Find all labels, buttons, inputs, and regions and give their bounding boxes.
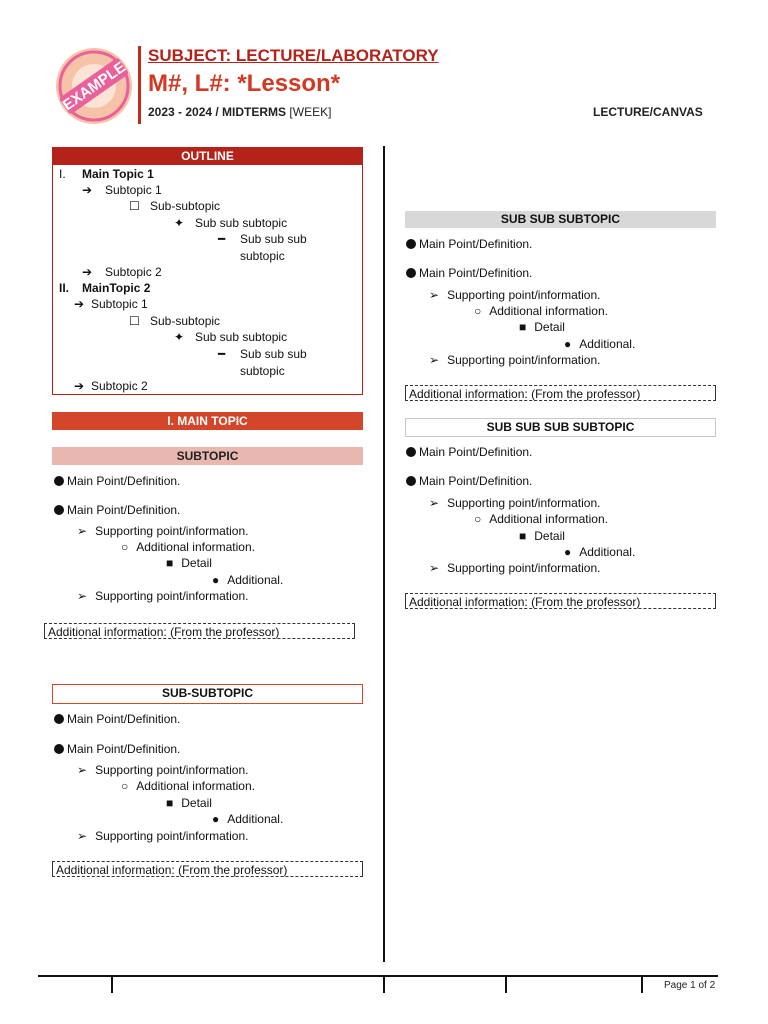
outline-marker: ➔ bbox=[74, 379, 85, 393]
venue-label: LECTURE/CANVAS bbox=[593, 105, 703, 119]
outline-marker: ➔ bbox=[74, 297, 85, 311]
sub-sub-subtopic-heading: SUB SUB SUBTOPIC bbox=[405, 211, 716, 228]
circle-icon: ○ bbox=[121, 540, 129, 554]
main-point: Main Point/Definition. bbox=[406, 445, 532, 459]
stamp-text: EXAMPLE bbox=[59, 58, 129, 115]
dot-icon: ● bbox=[564, 545, 572, 559]
square-icon: ■ bbox=[519, 529, 527, 543]
year-text: 2023 - 2024 / MIDTERMS bbox=[148, 105, 287, 119]
main-point: Main Point/Definition. bbox=[54, 712, 180, 726]
footer-divider bbox=[641, 975, 643, 993]
additional-item: ● Additional. bbox=[564, 337, 636, 351]
main-point: Main Point/Definition. bbox=[406, 266, 532, 280]
dot-icon: ● bbox=[212, 573, 220, 587]
footer-rule bbox=[38, 975, 718, 977]
bullet-icon bbox=[54, 714, 64, 724]
supporting-point: ➢ Supporting point/information. bbox=[77, 589, 249, 603]
outline-marker: ━ bbox=[218, 347, 226, 361]
bullet-icon bbox=[54, 744, 64, 754]
column-divider bbox=[383, 146, 385, 962]
outline-marker: ☐ bbox=[129, 199, 140, 213]
additional-info: ○ Additional information. bbox=[121, 779, 255, 793]
additional-item: ● Additional. bbox=[212, 812, 284, 826]
professor-note: Additional information: (From the professor) bbox=[405, 385, 716, 401]
sub-sub-sub-subtopic-heading: SUB SUB SUB SUBTOPIC bbox=[405, 418, 716, 437]
square-icon: ■ bbox=[519, 320, 527, 334]
main-point: Main Point/Definition. bbox=[54, 742, 180, 756]
subject-title: SUBJECT: LECTURE/LABORATORY bbox=[148, 46, 439, 65]
main-point: Main Point/Definition. bbox=[54, 474, 180, 488]
supporting-point: ➢ Supporting point/information. bbox=[77, 763, 249, 777]
supporting-point: ➢ Supporting point/information. bbox=[429, 561, 601, 575]
supporting-point: ➢ Supporting point/information. bbox=[429, 496, 601, 510]
detail-item: ■ Detail bbox=[166, 796, 212, 810]
example-stamp-logo bbox=[54, 46, 134, 126]
square-icon: ■ bbox=[166, 796, 174, 810]
outline-marker: ➔ bbox=[82, 183, 93, 197]
outline-item: Subtopic 1 bbox=[91, 297, 148, 311]
main-point: Main Point/Definition. bbox=[54, 503, 180, 517]
additional-info: ○ Additional information. bbox=[474, 304, 608, 318]
supporting-point: ➢ Supporting point/information. bbox=[77, 524, 249, 538]
bullet-icon bbox=[54, 505, 64, 515]
additional-item: ● Additional. bbox=[212, 573, 284, 587]
additional-info: ○ Additional information. bbox=[121, 540, 255, 554]
additional-item: ● Additional. bbox=[564, 545, 636, 559]
supporting-point: ➢ Supporting point/information. bbox=[77, 829, 249, 843]
outline-item: subtopic bbox=[240, 364, 285, 378]
week-text: [WEEK] bbox=[289, 105, 332, 119]
arrowhead-icon: ➢ bbox=[429, 288, 440, 302]
footer-divider bbox=[383, 975, 385, 993]
lesson-title: M#, L#: *Lesson* bbox=[148, 70, 341, 97]
outline-marker: I. bbox=[59, 167, 66, 181]
outline-item: Subtopic 1 bbox=[105, 183, 162, 197]
bullet-icon bbox=[406, 239, 416, 249]
outline-item: subtopic bbox=[240, 249, 285, 263]
bullet-icon bbox=[406, 476, 416, 486]
arrowhead-icon: ➢ bbox=[77, 763, 88, 777]
outline-marker: ━ bbox=[218, 232, 226, 246]
outline-marker: ✦ bbox=[174, 216, 185, 230]
professor-note: Additional information: (From the professor) bbox=[44, 623, 355, 639]
outline-item: Sub sub sub bbox=[240, 347, 307, 361]
footer-divider bbox=[505, 975, 507, 993]
school-year bbox=[148, 105, 331, 119]
subtopic-heading: SUBTOPIC bbox=[52, 447, 363, 465]
bullet-icon bbox=[406, 447, 416, 457]
circle-icon: ○ bbox=[121, 779, 129, 793]
outline-marker: ➔ bbox=[82, 265, 93, 279]
outline-marker: ✦ bbox=[174, 330, 185, 344]
header-divider bbox=[138, 46, 141, 124]
outline-item: Sub-subtopic bbox=[150, 314, 221, 328]
sub-subtopic-heading: SUB-SUBTOPIC bbox=[52, 684, 363, 704]
circle-icon: ○ bbox=[474, 304, 482, 318]
main-point: Main Point/Definition. bbox=[406, 237, 532, 251]
outline-item: Sub sub sub bbox=[240, 232, 307, 246]
outline-item: Sub-subtopic bbox=[150, 199, 221, 213]
professor-note: Additional information: (From the professor) bbox=[52, 861, 363, 877]
circle-icon: ○ bbox=[474, 512, 482, 526]
professor-note: Additional information: (From the professor) bbox=[405, 593, 716, 609]
arrowhead-icon: ➢ bbox=[77, 524, 88, 538]
detail-item: ■ Detail bbox=[166, 556, 212, 570]
outline-item: Sub sub subtopic bbox=[195, 216, 288, 230]
detail-item: ■ Detail bbox=[519, 320, 565, 334]
arrowhead-icon: ➢ bbox=[77, 589, 88, 603]
main-topic-heading: I. MAIN TOPIC bbox=[52, 412, 363, 430]
supporting-point: ➢ Supporting point/information. bbox=[429, 353, 601, 367]
dot-icon: ● bbox=[564, 337, 572, 351]
arrowhead-icon: ➢ bbox=[429, 561, 440, 575]
bullet-icon bbox=[406, 268, 416, 278]
arrowhead-icon: ➢ bbox=[429, 496, 440, 510]
outline-title: OUTLINE bbox=[52, 147, 363, 165]
dot-icon: ● bbox=[212, 812, 220, 826]
footer-divider bbox=[111, 975, 113, 993]
outline-marker: II. bbox=[59, 281, 70, 295]
detail-item: ■ Detail bbox=[519, 529, 565, 543]
outline-marker: ☐ bbox=[129, 314, 140, 328]
supporting-point: ➢ Supporting point/information. bbox=[429, 288, 601, 302]
outline-item: MainTopic 2 bbox=[82, 281, 151, 295]
main-point: Main Point/Definition. bbox=[406, 474, 532, 488]
bullet-icon bbox=[54, 476, 64, 486]
page-number: Page 1 of 2 bbox=[664, 980, 716, 991]
arrowhead-icon: ➢ bbox=[429, 353, 440, 367]
additional-info: ○ Additional information. bbox=[474, 512, 608, 526]
outline-item: Subtopic 2 bbox=[105, 265, 162, 279]
square-icon: ■ bbox=[166, 556, 174, 570]
outline-item: Subtopic 2 bbox=[91, 379, 148, 393]
outline-item: Main Topic 1 bbox=[82, 167, 154, 181]
outline-box bbox=[52, 147, 363, 395]
arrowhead-icon: ➢ bbox=[77, 829, 88, 843]
outline-item: Sub sub subtopic bbox=[195, 330, 288, 344]
